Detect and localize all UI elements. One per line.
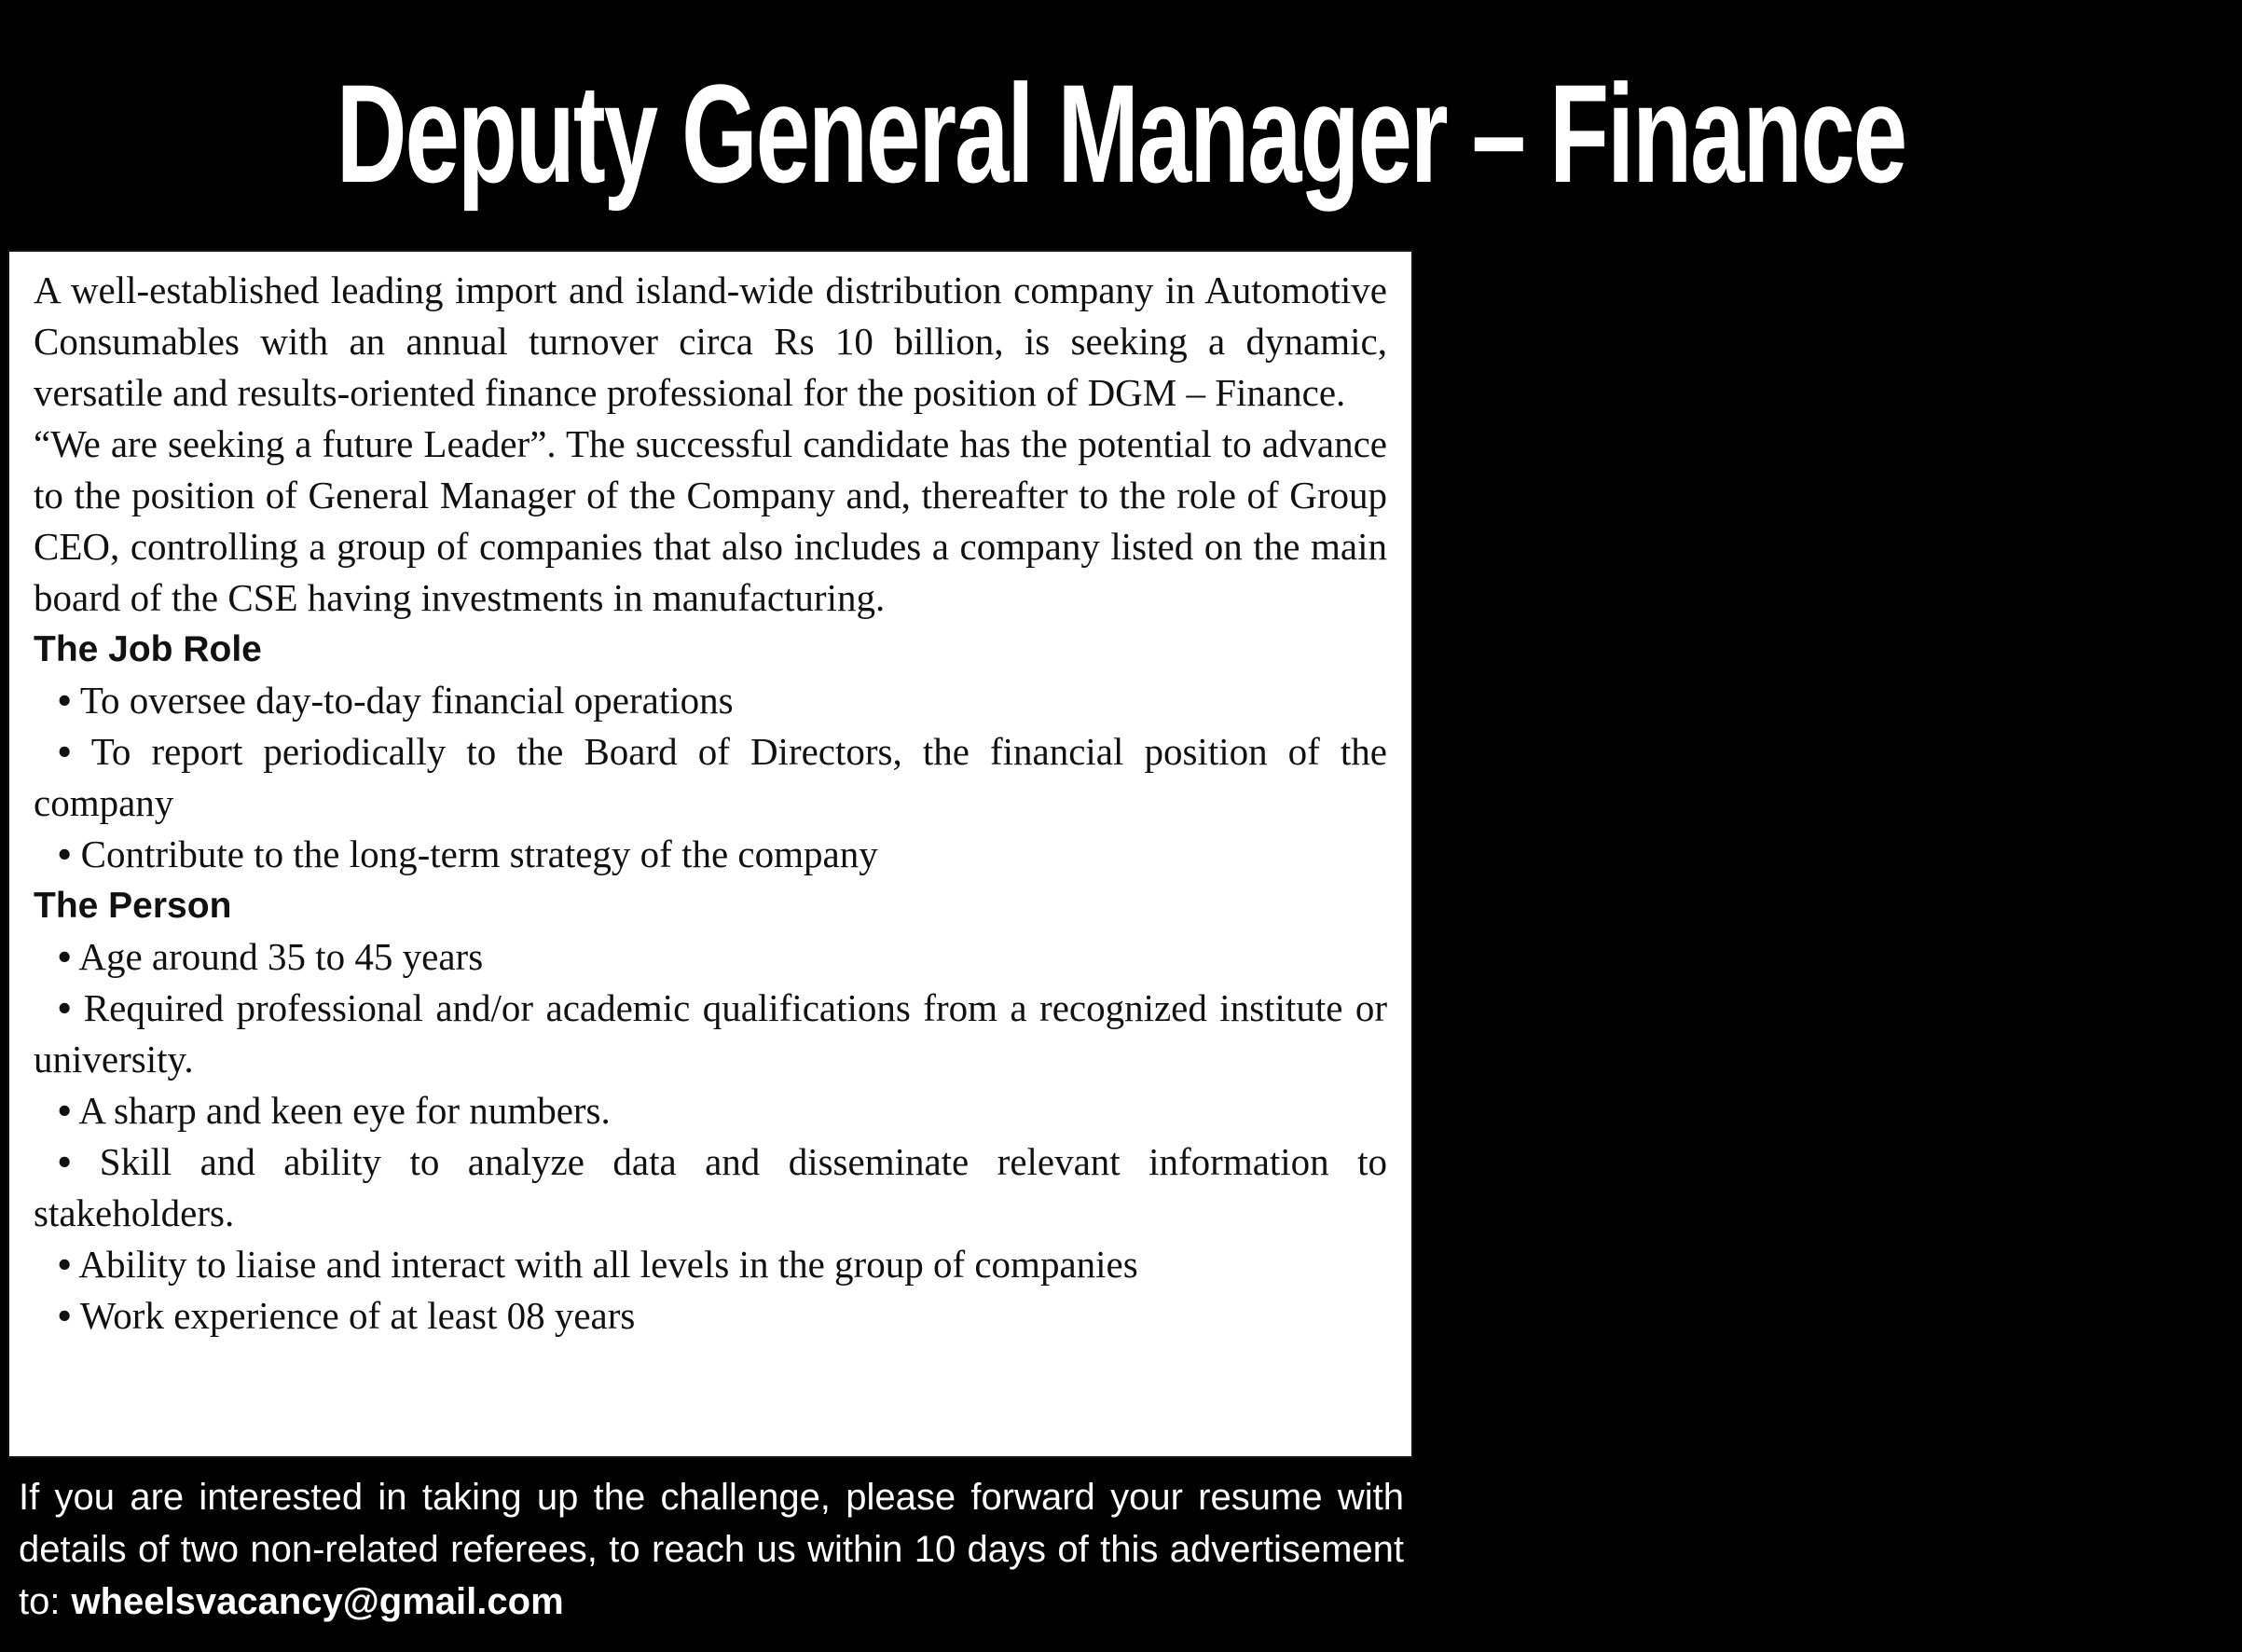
- list-item: • Contribute to the long-term strategy of the company: [58, 833, 878, 875]
- job-role-heading: The Job Role: [34, 629, 262, 669]
- list-item: • Skill and ability to analyze data and disseminate relevant information to stakeholders.: [34, 1140, 1387, 1234]
- bullet-icon: •: [58, 1089, 72, 1132]
- list-item: • To oversee day-to-day financial operations: [58, 679, 734, 722]
- bullet-icon: •: [58, 1243, 72, 1286]
- person-list: [34, 931, 1387, 1342]
- application-text: If you are interested in taking up the challenge, please forward your resume with details of two non-related referees, to reach us within 10 days of this advertisement to:: [19, 1477, 1404, 1622]
- ad-body: [7, 250, 1413, 1458]
- intro-paragraph-leader: “We are seeking a future Leader”. The successful candidate has the potential to advance to the position of General Manager of the Company and, thereafter to the role of Group CEO, controlling a group of companies that also includes a company listed on the main board of the CSE having investments in manufacturing.: [34, 422, 1387, 619]
- list-item: • Required professional and/or academic qualifications from a recognized institute or university.: [34, 986, 1387, 1081]
- ad-title-text: Deputy General Manager – Finance: [336, 55, 1906, 212]
- ad-title: [0, 35, 1906, 231]
- bullet-icon: •: [58, 679, 72, 722]
- bullet-icon: •: [58, 986, 72, 1029]
- person-heading: The Person: [34, 886, 232, 926]
- list-item: • Work experience of at least 08 years: [58, 1294, 636, 1337]
- application-instructions: [19, 1471, 1404, 1628]
- intro-paragraph-company: A well-established leading import and island-wide distribution company in Automotive Consumables with an annual turnover circa Rs 10 billion, is seeking a dynamic, versatile and results-oriented finance professional for the position of DGM – Finance.: [34, 268, 1387, 414]
- bullet-icon: •: [58, 935, 72, 978]
- contact-email[interactable]: wheelsvacancy@gmail.com: [71, 1581, 564, 1622]
- job-role-list: [34, 675, 1387, 880]
- bullet-icon: •: [58, 730, 72, 773]
- bullet-icon: •: [58, 833, 72, 875]
- list-item: • A sharp and keen eye for numbers.: [58, 1089, 611, 1132]
- list-item: • To report periodically to the Board of Directors, the financial position of the company: [34, 730, 1387, 824]
- list-item: • Ability to liaise and interact with all levels in the group of companies: [58, 1243, 1138, 1286]
- list-item: • Age around 35 to 45 years: [58, 935, 484, 978]
- bullet-icon: •: [58, 1294, 72, 1337]
- bullet-icon: •: [58, 1140, 72, 1183]
